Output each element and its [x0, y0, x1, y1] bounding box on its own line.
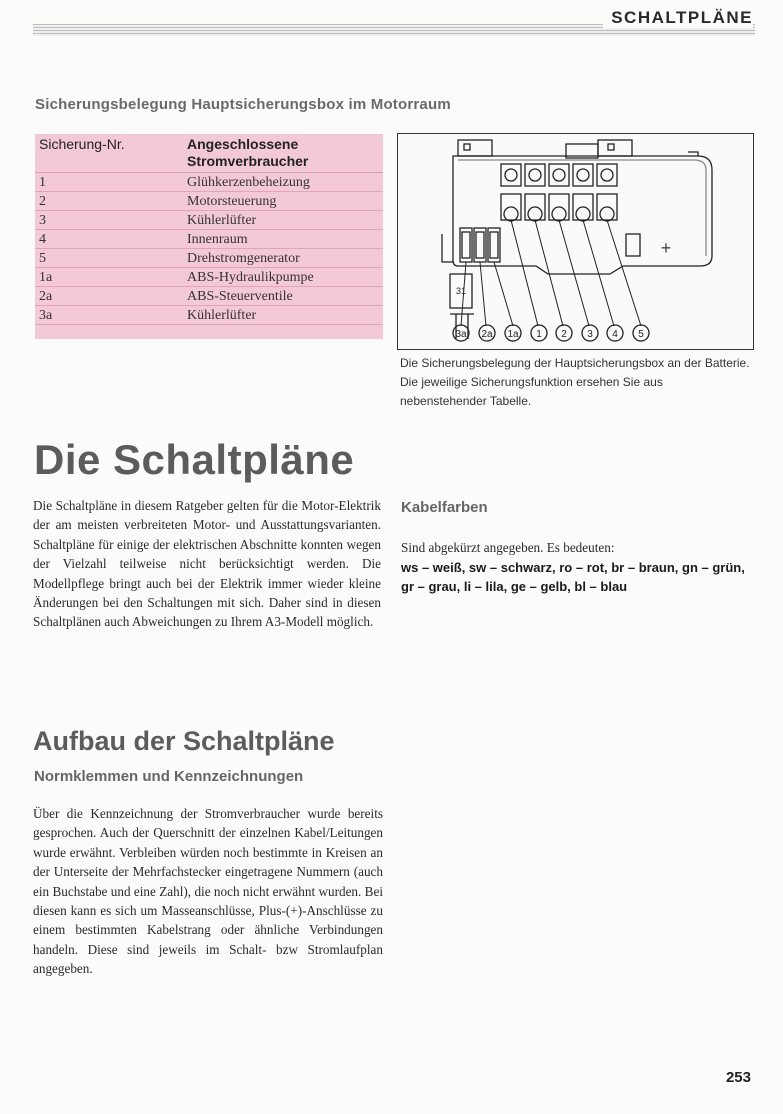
fuse-box-diagram	[397, 133, 754, 350]
fuse-nr: 2	[35, 192, 183, 211]
fuse-consumer: Kühlerlüfter	[183, 306, 383, 325]
fuse-label: 1	[536, 329, 542, 340]
page-number: 253	[725, 1069, 751, 1086]
upper-fuse-row	[501, 164, 617, 186]
fuse-table-col1-header: Sicherung-Nr.	[35, 134, 183, 173]
aufbau-paragraph: Über die Kennzeichnung der Stromverbraucher wurde bereits gesprochen. Auch der Querschnitt der einzelnen Kabel/Leitungen wurde erwähnt. Verbleiben würden noch bestimmte in Kreisen an der Unterseite der Mehrfachstecker eingetragene Nummern (auch ein Buchstabe und eine Zahl), die noch nicht erwähnt wurden. Bei diesen kann es sich um Masseanschlüsse, Plus-(+)-Anschlüsse zu einem bestimmten Kabelstrang oder ähnliche Verbindungen handeln. Diese sind jeweils im Schalt- bzw Stromlaufplan angegeben.	[33, 806, 383, 977]
running-header: SCHALTPLÄNE	[603, 8, 753, 28]
fuse-consumer: Kühlerlüfter	[183, 211, 383, 230]
table-row	[35, 268, 383, 287]
page-title: Die Schaltpläne	[34, 436, 355, 483]
table-padding-cell	[183, 325, 383, 340]
aufbau-heading: Aufbau der Schaltpläne	[33, 726, 335, 756]
fuse-consumer: ABS-Steuerventile	[183, 287, 383, 306]
fuse-consumer: Motorsteuerung	[183, 192, 383, 211]
kabelfarben-text: Sind abgekürzt angegeben. Es bedeuten:	[401, 540, 615, 555]
fuse-nr: 2a	[35, 287, 183, 306]
fuse-label: 5	[638, 329, 644, 340]
mount-tab-left	[458, 140, 492, 156]
fuse-label: 4	[612, 329, 618, 340]
fuse-consumer: Innenraum	[183, 230, 383, 249]
mount-tab-right	[598, 140, 632, 156]
table-padding-cell	[35, 325, 183, 340]
table-padding-row	[35, 325, 383, 340]
fuse-nr: 3a	[35, 306, 183, 325]
fuse-nr: 1a	[35, 268, 183, 287]
blade-fuses	[460, 228, 500, 262]
normklemmen-heading: Normklemmen und Kennzeichnungen	[34, 768, 304, 785]
table-row	[35, 230, 383, 249]
diagram-caption: Die Sicherungsbelegung der Hauptsicherungsbox an der Batterie. Die jeweilige Sicherungsfunktion ersehen Sie aus nebenstehender Tabelle.	[400, 356, 750, 408]
plus-symbol: +	[660, 238, 672, 258]
table-row	[35, 306, 383, 325]
table-row	[35, 211, 383, 230]
kabelfarben-heading: Kabelfarben	[401, 499, 488, 516]
terminal-label: 31	[455, 286, 467, 296]
fuse-section-heading: Sicherungsbelegung Hauptsicherungsbox im Motorraum	[35, 96, 451, 113]
fuse-box-illustration	[398, 134, 753, 349]
lower-fuse-row	[501, 194, 617, 221]
table-row	[35, 192, 383, 211]
fuse-nr: 1	[35, 173, 183, 192]
fuse-nr: 3	[35, 211, 183, 230]
fuse-label: 2	[561, 329, 567, 340]
fuse-consumer: Drehstromgenerator	[183, 249, 383, 268]
intro-paragraph: Die Schaltpläne in diesem Ratgeber gelten für die Motor-Elektrik der am meisten verbreiteten Motor- und Ausstattungsvarianten. Schaltpläne für einige der elektrischen Abschnitte konnten wegen der Vielzahl teilweise nicht berücksichtigt werden. Die Modellpflege bringt auch bei der Elektrik immer wieder kleine Änderungen bei den Schaltungen mit sich. Daher sind in diesen Schaltplänen auch Abweichungen zu Ihrem A3-Modell möglich.	[33, 498, 381, 630]
fuse-table-header-row	[35, 134, 383, 173]
table-row	[35, 249, 383, 268]
fuse-label: 3a	[455, 329, 467, 340]
fuse-label: 3	[587, 329, 593, 340]
table-row	[35, 173, 383, 192]
fuse-nr: 4	[35, 230, 183, 249]
table-row	[35, 287, 383, 306]
fuse-table	[35, 134, 383, 339]
fuse-label: 2a	[481, 329, 493, 340]
fuse-nr: 5	[35, 249, 183, 268]
fuse-table-col2-header: Angeschlossene Stromverbraucher	[183, 134, 383, 173]
fuse-consumer: Glühkerzenbeheizung	[183, 173, 383, 192]
fuse-label: 1a	[507, 329, 519, 340]
fuse-consumer: ABS-Hydraulikpumpe	[183, 268, 383, 287]
kabelfarben-codes: ws – weiß, sw – schwarz, ro – rot, br – braun, gn – grün, gr – grau, li – lila, ge – gelb, bl – blau	[401, 560, 745, 594]
housing-outline	[453, 156, 712, 274]
